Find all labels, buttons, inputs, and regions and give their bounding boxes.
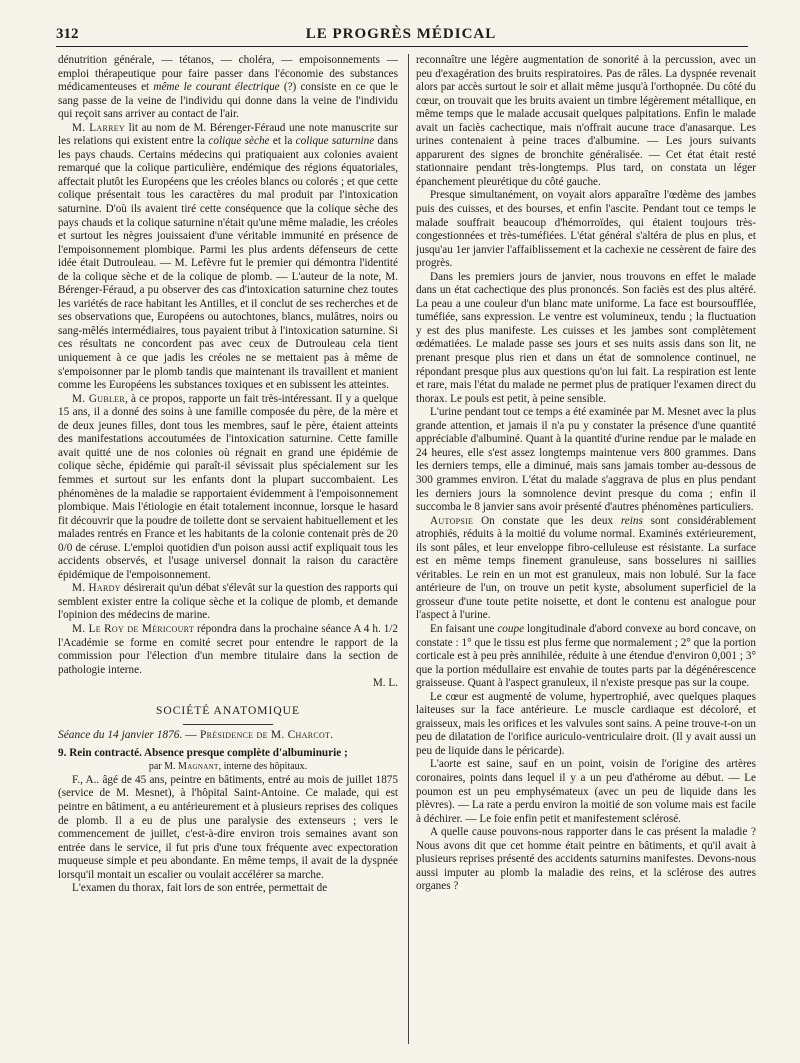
left-column xyxy=(58,54,398,1044)
paragraph: Dans les premiers jours de janvier, nous trouvons en effet le malade dans un état cachectique des plus prononcés. Son faciès est des plus altéré. La peau a une couleur d'un blanc mate uniforme. La face est boursoufflée, tuméfiée, sans expression. Le ventre est volumineux, tendu ; la fluctuation y est des plus manifeste. Les cuisses et les jambes sont complètement œdématiées. Le malade passe ses jours et ses nuits assis dans son lit, ne prenant presque plus rien et dans un état de somnolence continuel, ne répondant presque plus aux questions qu'on lui fait. La respiration est lente et rare, mais l'état du malade ne permet plus de pratiquer l'examen direct du thorax. Le pouls est petit, à peine sensible. xyxy=(416,270,756,405)
speaker-name: M. Hardy xyxy=(72,582,121,595)
paragraph: Le cœur est augmenté de volume, hypertrophié, avec quelques plaques laiteuses sur la face antérieure. Le muscle cardiaque est décoloré, et graisseux, mais les orifices et les valvules sont sains. A peine trouve-t-on un peu de dilatation de l'orifice auriculo-ventriculaire droit. (Il y avait aussi un peu de liquide dans le péricarde). xyxy=(416,690,756,757)
paragraph: M. Larrey lit au nom de M. Bérenger-Féraud une note manuscrite sur les relations qui existent entre la colique sèche et la colique saturnine dans les pays chauds. Certains médecins qui pratiquaient aux colonies avaient remarqué que la colique particulière, endémique des régions équatoriales, affectait plutôt les Européens que les créoles blancs ou colorés ; et que cette colique présentait tous les caractères du mal produit par l'intoxication saturnine. D'où ils avaient tiré cette conséquence que la colique sèche des pays chauds et la colique saturnine n'était qu'une même maladie, les créoles et surtout les nègres jouissaient d'une véritable immunité en présence de l'empoisonnement plombique. Parmi les plus ardents défenseurs de cette idée était Dutrouleau. — M. Lefèvre fut le premier qui démontra l'identité de la colique sèche et de la colique de plomb. — L'auteur de la note, M. Bérenger-Féraud, a pu observer des cas d'intoxication saturnine chez toutes les variétés de race habitant les Antilles, et il conclut de ses recherches et de ses observations que, Européens ou autochtones, blancs, mulâtres, noirs ou sang-mêlés intermédiaires, tous payaient tribut à l'intoxication saturnine. Si ces résultats ne concordent pas avec ceux de Dutrouleau cela tient uniquement à ce que jadis les créoles ne se mettaient pas à même de s'empoisonner par le plomb tandis que maintenant ils travaillent et manient comme les Européens les substances toxiques et en subissent les atteintes. xyxy=(58,121,398,392)
paragraph: L'urine pendant tout ce temps a été examinée par M. Mesnet avec la plus grande attention, et jamais il n'a pu y constater la présence d'une quantité appréciable d'albuminé. Quant à la quantité d'urine rendue par le malade en 24 heures, elle s'est assez longtemps maintenue vers 800 grammes. Dans les derniers temps, elle a diminué, mais sans jamais tomber au-dessous de 300 grammes environ. L'état du malade s'aggrava de plus en plus pendant les derniers jours la somnolence devint presque du coma ; enfin il succomba le 8 janvier sans avoir présenté d'autres phénomènes particuliers. xyxy=(416,406,756,514)
paragraph: Autopsie On constate que les deux reins sont considérablement atrophiés, réduits à la moitié du volume normal. Examinés extérieurement, ils sont pâles, et leur enveloppe fibro-celluleuse est résistante. La surface est en même temps finement granuleuse, sans bosselures ni saillies véritables. Le rein en un mot est granuleux, mais non lobulé. Sur la face antérieure de l'un, on trouve un petit kyste, absolument superficiel de la grosseur d'une toute petite noisette, et dont le contenu est analogue pour l'aspect à l'urine. xyxy=(416,514,756,622)
page-number: 312 xyxy=(56,26,79,42)
case-title: 9. Rein contracté. Absence presque complète d'albuminurie ; xyxy=(58,746,348,759)
signature: M. L. xyxy=(372,677,398,690)
paragraph: A quelle cause pouvons-nous rapporter dans le cas présent la maladie ? Nous avons dit que cet homme était peintre en bâtiments, et qu'il avait à plusieurs reprises présenté des accidents saturnins manifestes. Devons-nous aussi imputer au plomb la maladie des reins, et la sclérose des autres organes ? xyxy=(416,826,756,893)
paragraph: Presque simultanément, on voyait alors apparaître l'œdème des jambes puis des cuisses, et des bourses, et enfin l'ascite. Pendant tout ce temps le malade souffrait beaucoup d'hémorroïdes, qui étaient toujours très-congestionnées et très-tuméfiées. L'état général s'altéra de plus en plus, et jusqu'au 1er janvier l'affaiblissement et la cachexie ne cessèrent de faire des progrès. xyxy=(416,189,756,270)
paragraph: En faisant une coupe longitudinale d'abord convexe au bord concave, on constate : 1° que le tissu est plus ferme que normalement ; 2° que la portion corticale est à peu près annihilée, réduite à une étendue d'environ 0,001 ; 3° que la portion médullaire est envahie de toutes parts par la dégénérescence graisseuse. Quant à l'aspect granuleux, il n'existe presque pas sur la coupe. xyxy=(416,622,756,690)
paragraph: F., A.. âgé de 45 ans, peintre en bâtiments, entré au mois de juillet 1875 (service de M. Mesnet), à l'hôpital Saint-Antoine. Ce malade, qui est peintre en bâtiment, a eu antérieurement et à plusieurs reprises des coliques de plomb. Il a eu de plus une paralysie des extenseurs ; vers le commencement de juillet, c'est-à-dire environ trois semaines avant son entrée dans le service, il fut pris d'une toux fréquente avec expectoration muqueuse simple et peu abondante. En même temps, il avait de la dyspnée lorsqu'il montait un escalier ou voulait accélérer sa marche. xyxy=(58,773,398,881)
paragraph: L'examen du thorax, fait lors de son entrée, permettait de xyxy=(72,882,328,895)
paragraph: M. Le Roy de Méricourt répondra dans la prochaine séance A 4 h. 1/2 l'Académie se forme en comité secret pour entendre le rapport de la commission pour l'élection d'un membre titulaire dans la section de pathologie interne. xyxy=(58,622,398,676)
speaker-name: M. Gubler xyxy=(72,392,125,405)
column-divider xyxy=(408,54,409,1044)
journal-title: LE PROGRÈS MÉDICAL xyxy=(305,26,497,42)
speaker-name: M. Le Roy de Méricourt xyxy=(72,622,195,635)
paragraph: M. Hardy désirerait qu'un débat s'élevât sur la question des rapports qui semblent exister entre la colique sèche et la colique de plomb, et demande l'opinion des médecins de marine. xyxy=(58,582,398,622)
section-rule xyxy=(183,724,273,725)
paragraph: M. Gubler, à ce propos, rapporte un fait très-intéressant. Il y a quelque 15 ans, il a donné des soins à une famille composée du père, de la mère et de deux jeunes filles, dont tous les membres, sauf le père, étaient atteints des manifestations accoutumées de l'intoxication saturnine. Cette famille avait quitté une de nos colonies où régnait en grand une épidémie de colique sèche, épidémie qui paraît-il sévissait plus spécialement sur les femmes et surtout sur les enfants dont la plupart succombaient. Les phénomènes de la maladie se rapportaient évidemment à l'empoisonnement plombique. Mais l'étiologie en était totalement inconnue, lorsque le hasard fit découvrir que la poudre de toilette dont se servaient habituellement et les malades rentrés en France et les habitants de la colonie contenait près de 20 0/0 de céruse. L'emploi quotidien d'un poison aussi actif expliquait tous les accidents observés, et l'usage universel donnait la raison du caractère épidémique de l'empoisonnement. xyxy=(58,392,398,581)
right-column xyxy=(416,54,756,1044)
autopsy-label: Autopsie xyxy=(430,514,474,527)
header-rule xyxy=(56,46,748,47)
byline: par M. Magnant, interne des hôpitaux. xyxy=(148,761,308,773)
seance-line: Séance du 14 janvier 1876. — Présidence de M. Charcot. xyxy=(58,729,334,742)
page-header xyxy=(56,26,746,46)
section-title: SOCIÉTÉ ANATOMIQUE xyxy=(156,704,300,717)
paragraph: dénutrition générale, — tétanos, — choléra, — empoisonnements — emploi thérapeutique pour faire passer dans l'économie des substances médicamenteuses et même le courant électrique (?) consiste en ce que le sang passe de la veine de l'individu qui donne dans la veine de l'individu qui reçoit sans arriver au contact de l'air. xyxy=(58,54,398,121)
paragraph: reconnaître une légère augmentation de sonorité à la percussion, avec un peu d'exagération des bruits respiratoires. Pas de râles. La dyspnée revenait alors par accès surtout le soir et allait même jusqu'à l'orthopnée. Du côté du cœur, on trouvait que les bruits avaient un timbre légèrement métallique, en même temps que le malade accusait quelques palpitations. Enfin le malade avait un faciès cachectique, mais n'offrait aucune trace d'anasarque. Les urines contenaient à peine traces d'albumine. — Les jours suivants apparurent des signes de bronchite généralisée. — Cet état était resté stationnaire pendant très-longtemps. Plus tard, on constata un léger épanchement pleurétique du côté gauche. xyxy=(416,54,756,188)
paragraph: L'aorte est saine, sauf en un point, voisin de l'origine des artères coronaires, points dans lequel il y a un peu d'athérome au début. — Le poumon est un peu emphysémateux (avec un peu de liquide dans les plèvres). — La rate a perdu environ la moitié de son volume mais est facile à déchirer. — Le foie enfin petit et manifestement sclérosé. xyxy=(416,758,756,825)
speaker-name: M. Larrey xyxy=(72,121,126,134)
